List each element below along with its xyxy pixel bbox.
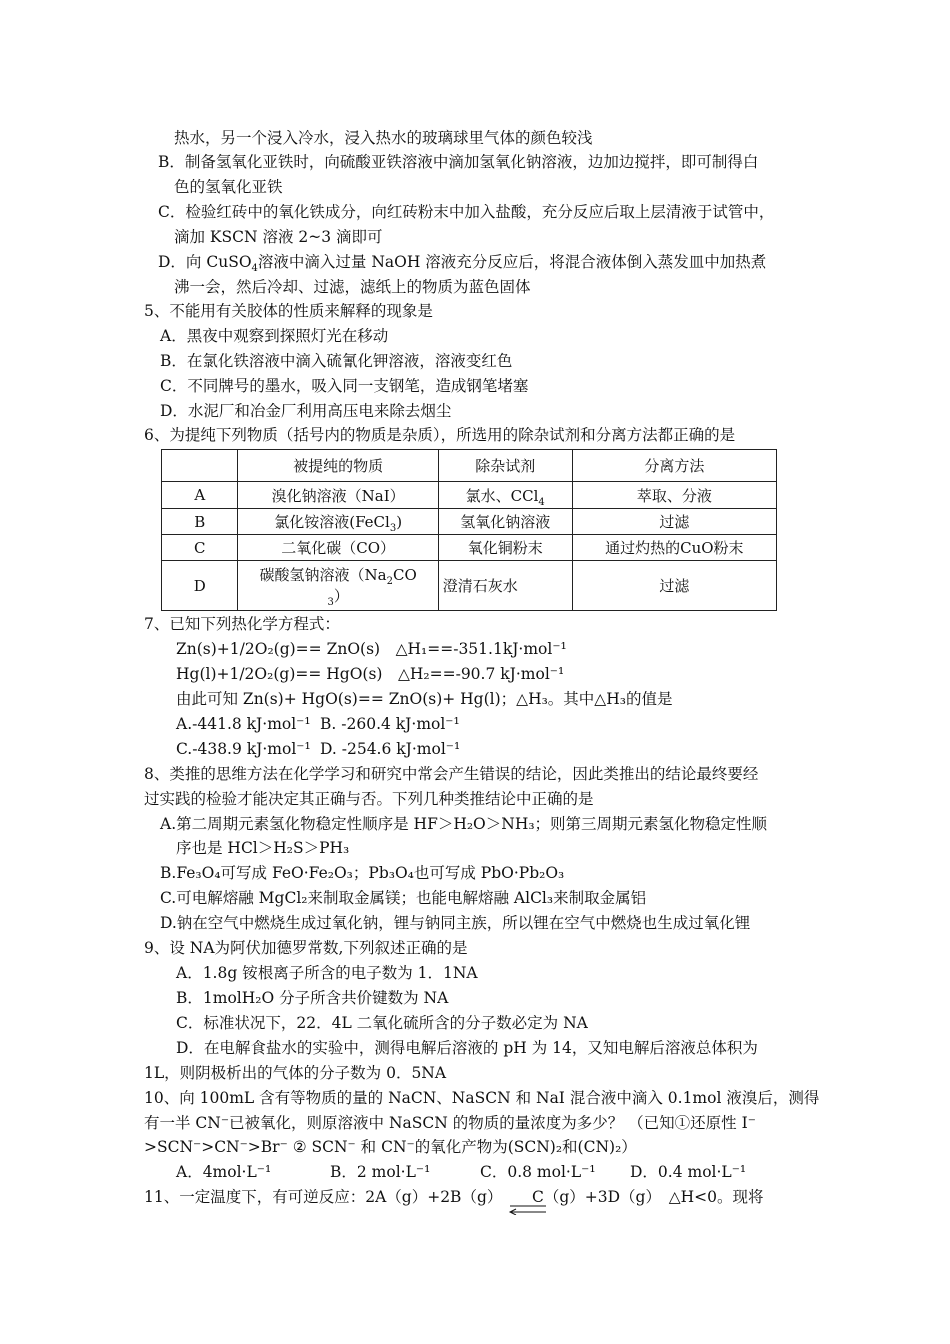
q7-option-d: D. -254.6 kJ·mol⁻¹ xyxy=(320,740,461,758)
q7-stem: 7、已知下列热化学方程式： xyxy=(144,615,340,633)
table-header-cell: 分离方法 xyxy=(572,450,776,482)
table-cell-method: 通过灼热的CuO粉末 xyxy=(572,535,776,561)
table-cell-reagent: 氯水、CCl$_4$ xyxy=(438,482,572,509)
table-cell-option: A xyxy=(162,482,238,509)
q7-option-a: A.-441.8 kJ·mol⁻¹ xyxy=(176,715,311,733)
table-cell-option: C xyxy=(162,535,238,561)
table-cell-method: 过滤 xyxy=(572,509,776,535)
q7-option-b: B. -260.4 kJ·mol⁻¹ xyxy=(320,715,460,733)
table-cell-option: B xyxy=(162,509,238,535)
q5-option-a: A．黑夜中观察到探照灯光在移动 xyxy=(160,327,389,345)
q5-option-d: D．水泥厂和冶金厂利用高压电来除去烟尘 xyxy=(160,402,452,420)
q4-b-line1: B．制备氢氧化亚铁时，向硫酸亚铁溶液中滴加氢氧化钠溶液，边加边搅拌，即可制得白 xyxy=(158,153,759,171)
q11-line1-part1: 11、一定温度下，有可逆反应：2A（g）+2B（g） xyxy=(144,1188,503,1206)
q4-d-line1: D．向 CuSO$_4$溶液中滴入过量 NaOH 溶液充分反应后，将混合液体倒入蒸发皿中加热煮 xyxy=(158,253,767,275)
table-cell-option: D xyxy=(162,561,238,611)
q7-equation-2: Hg(l)+1/2O₂(g)== HgO(s) △H₂==-90.7 kJ·mol⁻¹ xyxy=(176,665,565,683)
table-row xyxy=(162,535,777,561)
q7-equation-3: 由此可知 Zn(s)+ HgO(s)== ZnO(s)+ Hg(l)；△H₃。其中△H₃的值是 xyxy=(176,690,673,708)
table-cell-substance: 碳酸氢钠溶液（$Na_2CO$ $_3$） xyxy=(238,561,438,611)
q9-stem: 9、设 NA为阿伏加德罗常数,下列叙述正确的是 xyxy=(144,939,468,957)
q10-option-d: D．0.4 mol·L⁻¹ xyxy=(630,1163,747,1181)
table-header-cell: 被提纯的物质 xyxy=(238,450,438,482)
table-cell-reagent: 氢氧化钠溶液 xyxy=(438,509,572,535)
q8-stem-line2: 过实践的检验才能决定其正确与否。下列几种类推结论中正确的是 xyxy=(144,790,594,808)
q5-option-c: C．不同牌号的墨水，吸入同一支钢笔，造成钢笔堵塞 xyxy=(160,377,529,395)
q6-table xyxy=(161,449,777,611)
table-header-cell: 除杂试剂 xyxy=(438,450,572,482)
q9-option-c: C．标准状况下，22．4L 二氧化硫所含的分子数必定为 NA xyxy=(176,1014,588,1032)
q4-d-line2: 沸一会，然后冷却、过滤，滤纸上的物质为蓝色固体 xyxy=(174,278,531,296)
table-cell-method: 萃取、分液 xyxy=(572,482,776,509)
q8-option-d: D.钠在空气中燃烧生成过氧化钠，锂与钠同主族，所以锂在空气中燃烧也生成过氧化锂 xyxy=(160,914,751,932)
q10-option-c: C．0.8 mol·L⁻¹ xyxy=(480,1163,596,1181)
table-cell-reagent: 澄清石灰水 xyxy=(438,561,572,611)
q4-c-line2: 滴加 KSCN 溶液 2~3 滴即可 xyxy=(174,228,383,246)
table-row xyxy=(162,482,777,509)
q4-b-line2: 色的氢氧化亚铁 xyxy=(174,178,283,196)
q11-line1-part2: C（g）+3D（g） △H<0。现将 xyxy=(532,1188,764,1206)
q10-option-b: B．2 mol·L⁻¹ xyxy=(330,1163,431,1181)
q4-a-cont: 热水，另一个浸入冷水，浸入热水的玻璃球里气体的颜色较浅 xyxy=(174,129,593,147)
q9-option-b: B．1molH₂O 分子所含共价键数为 NA xyxy=(176,989,449,1007)
q8-option-a-line1: A.第二周期元素氢化物稳定性顺序是 HF＞H₂O＞NH₃；则第三周期元素氢化物稳定性顺 xyxy=(160,815,768,833)
table-cell-substance: 氯化铵溶液(FeCl$_3$) xyxy=(238,509,438,535)
q8-option-c: C.可电解熔融 MgCl₂来制取金属镁；也能电解熔融 AlCl₃来制取金属铝 xyxy=(160,889,647,907)
q7-option-c: C.-438.9 kJ·mol⁻¹ xyxy=(176,740,311,758)
q10-line3: >SCN⁻>CN⁻>Br⁻ ② SCN⁻ 和 CN⁻的氧化产物为(SCN)₂和(CN)₂） xyxy=(144,1138,637,1156)
table-cell-reagent: 氧化铜粉末 xyxy=(438,535,572,561)
q8-option-b: B.Fe₃O₄可写成 FeO·Fe₂O₃；Pb₃O₄也可写成 PbO·Pb₂O₃ xyxy=(160,864,565,882)
q10-option-a: A．4mol·L⁻¹ xyxy=(176,1163,272,1181)
q5-stem: 5、不能用有关胶体的性质来解释的现象是 xyxy=(144,302,433,320)
table-row xyxy=(162,509,777,535)
table-cell-substance: 二氧化碳（CO） xyxy=(238,535,438,561)
table-cell-substance: 溴化钠溶液（NaI） xyxy=(238,482,438,509)
q10-line2: 有一半 CN⁻已被氧化，则原溶液中 NaSCN 的物质的量浓度为多少？ （已知①还原性 I⁻ xyxy=(144,1114,756,1132)
q9-option-d-line2: 1L，则阴极析出的气体的分子数为 0．5NA xyxy=(144,1064,447,1082)
q4-c-line1: C．检验红砖中的氧化铁成分，向红砖粉末中加入盐酸，充分反应后取上层清液于试管中， xyxy=(158,203,775,221)
q7-equation-1: Zn(s)+1/2O₂(g)== ZnO(s) △H₁==-351.1kJ·mol⁻¹ xyxy=(176,640,567,658)
q9-option-a: A．1.8g 铵根离子所含的电子数为 1．1NA xyxy=(176,964,478,982)
q5-option-b: B．在氯化铁溶液中滴入硫氰化钾溶液，溶液变红色 xyxy=(160,352,513,370)
table-header-row xyxy=(162,450,777,482)
q8-stem-line1: 8、类推的思维方法在化学学习和研究中常会产生错误的结论，因此类推出的结论最终要经 xyxy=(144,765,759,783)
table-header-cell xyxy=(162,450,238,482)
table-cell-method: 过滤 xyxy=(572,561,776,611)
q9-option-d-line1: D．在电解食盐水的实验中，测得电解后溶液的 pH 为 14，又知电解后溶液总体积为 xyxy=(176,1039,758,1057)
q6-stem: 6、为提纯下列物质（括号内的物质是杂质），所选用的除杂试剂和分离方法都正确的是 xyxy=(144,426,736,444)
q10-line1: 10、向 100mL 含有等物质的量的 NaCN、NaSCN 和 NaI 混合液中滴入 0.1mol 液溴后，测得 xyxy=(144,1089,820,1107)
q8-option-a-line2: 序也是 HCl＞H₂S＞PH₃ xyxy=(176,839,350,857)
table-row xyxy=(162,561,777,611)
